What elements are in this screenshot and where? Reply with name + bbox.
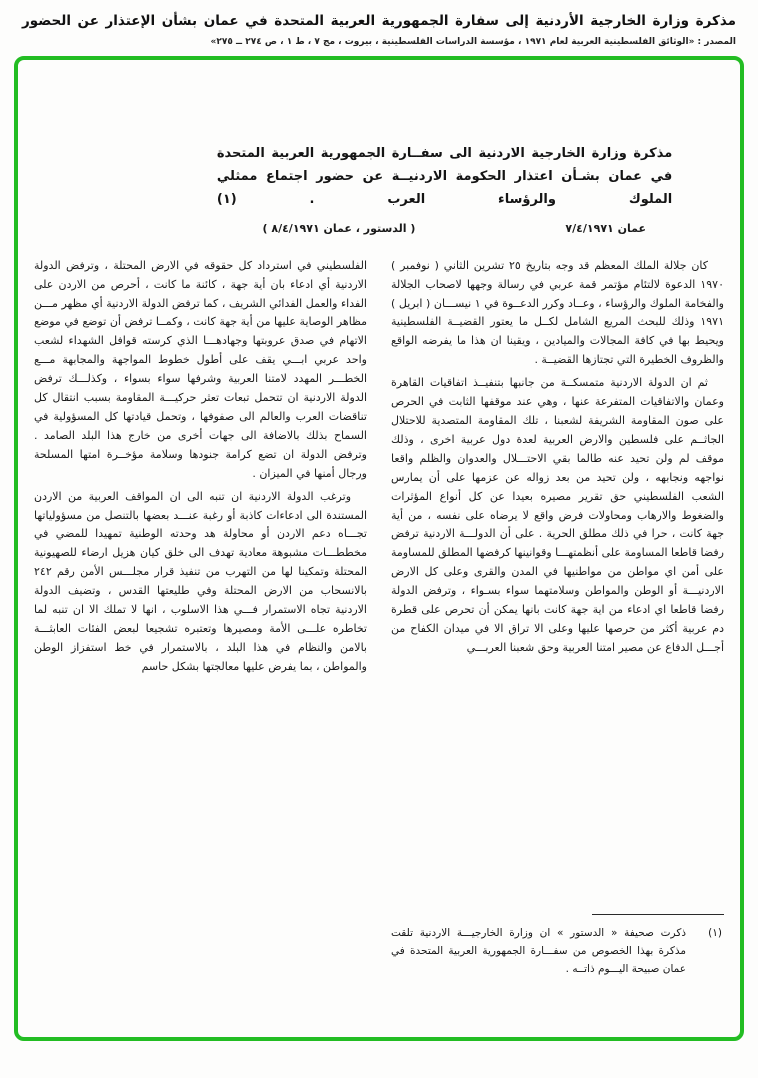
column-right — [391, 257, 724, 983]
dateline-place-date: عمان ٧/٤/١٩٧١ — [565, 221, 646, 235]
paragraph-1: كان جلالة الملك المعظم قد وجه بتاريخ ٢٥ تشرين الثاني ( نوفمبر ) ١٩٧٠ الدعوة لالتئام مؤتمر قمة عربي في رسالة وجهها لاصحاب الجلالة والفخامة الملوك والرؤساء ، وعــاد وكرر الدعــوة في ١ نيســـان ( ابريل ) ١٩٧١ وذلك للبحث المريع الشامل لكــل ما يعتور القضيــة الفلسطينية ويحيط بها في كافة المجالات والميادين ، ويقينا ان هذا ما يفرضه الواقع والظروف الخطيرة التي تجتازها القضيــة . — [391, 258, 724, 367]
footnote-body: ذكرت صحيفة « الدستور » ان وزارة الخارجيـــة الاردنية تلقت مذكرة بهذا الخصوص من سفـــارة الجمهورية العربية المتحدة في عمان صبيحة اليـــوم ذاتــه . — [391, 926, 686, 976]
document-frame — [14, 56, 744, 1041]
column-left — [34, 257, 367, 983]
page-header-title: مذكرة وزارة الخارجية الأردنية إلى سفارة الجمهورية العربية المتحدة في عمان بشأن الإعتذار عن الحضور — [22, 13, 736, 29]
footnote-text — [391, 924, 724, 979]
document-title: مذكرة وزارة الخارجية الاردنية الى سفــارة الجمهورية العربية المتحدة في عمان بشـأن اعتذار الحكومة الاردنيــة عن حضور اجتماع ممثلي الملوك والرؤساء العرب . (١) — [216, 145, 673, 208]
document-body — [34, 257, 724, 983]
dateline — [34, 222, 724, 235]
page-header — [0, 0, 758, 47]
dateline-publication: ( الدستور ، عمان ٨/٤/١٩٧١ ) — [262, 221, 416, 235]
footnote-marker: (١) — [708, 926, 722, 939]
footnote — [391, 914, 724, 983]
paragraph-4: وترغب الدولة الاردنية ان تنبه الى ان المواقف العربية من الاردن المستندة الى ادعاءات كاذبة أو رغبة عنـــد بعضها بالتنصل من مسؤولياتها تجـــاه دعم الاردن أو محاولة هد وحدته الوطنية تمهيدا للمضي في مخططـــات مشبوهة معادية تهدف الى خلق كيان هزيل ارضاء للصهيونية المحتلة وتمكينا لها من التهرب من تنفيذ قرار مجلـــس الأمن رقم ٢٤٢ بالانسحاب من الارض المحتلة وفي طليعتها القدس ، وتضيف الدولة الاردنية تجاه الاستمرار فـــي هذا الاسلوب ، انها لا تملك الا ان تنبه لما تخاطره علـــى الأمة ومصيرها وتعتبره تشجيعا لبعض الفئات العابثـــة بالامن والنظام في هذا البلد ، بالاستمرار في خط استفزاز الوطن والمواطن ، بما يفرض عليها معالجتها بشكل حاسم — [34, 489, 367, 673]
paragraph-3: الفلسطيني في استرداد كل حقوقه في الارض المحتلة ، وترفض الدولة الاردنية أي ادعاء بان أية جهة ، كائنة ما كانت ، أحرص من الاردن على الفداء والعمل الفدائي الشريف ، كما ترفض الدولة الاردنية أي مظهر مـــن مظاهر الوصاية عليها من أية جهة كانت ، وكمــا ترفض أن توضع في موضع الاتهام في صدق عروبتها وجهادهـــا الذي كرسته قوافل الشهداء لشعب واحد عربي ابـــي يقف على أطول خطوط المواجهة والمجابهة مـــع الخطـــر المهدد لامتنا العربية وشرفها سواء بسواء ، وكذلـــك ترفض الدولة الاردنية ان تتحمل تبعات تعثر حركيـــة المقاومة بسبب انتقال كل تناقضات العرب والعالم الى صفوفها ، وتحمل قيادتها كل المسؤولية في السماح بذلك بالاضافة الى جهات أخرى من خارج هذا البلد الصامد . وترفض الدولة ان تضع كرامة جنودها وسلامة مؤخــرة امتها المسلحة ورجال أمنها في الميزان . — [34, 258, 367, 480]
footnote-separator — [592, 914, 724, 915]
paragraph-2: ثم ان الدولة الاردنية متمسكــة من جانبها بتنفيــذ اتفاقيات القاهرة وعمان والاتفاقيات المتفرعة عنها ، وهي عند موقفها الثابت في الحرص على صون المقاومة الشريفة لشعبنا ، تلك المقاومة المتصدية للاحتلال الجاثــم على فلسطين والارض العربية لعدة دول عربية اخرى ، وذلك موقف لم ولن تحيد عنه طالما بقي الاحتـــلال والعدوان والظلم واقعا نواجهه ونجابهه ، ولن تحيد من بعد زواله عن عزمها على أن يمارس الشعب الفلسطيني حق تقرير مصيره بعيدا عن كل أنواع المؤثرات والضغوط والارهاب ومحاولات فرض واقع لا يرضاه على نفسه ، من أية جهة كانت ، حرا في ذلك مطلق الحرية . على أن الدولـــة الاردنية ترفض رفضا قاطعا المساومة على أنظمتهـــا وقوانينها كرفضها المطلق للمساومة على أمن اي مواطن من مواطنيها في المدن والقرى وعلى كل الارض الاردنيـــة أو الوطن والمواطن وسلامتهما سواء بسـواء ، وترفض الدولة رفضا قاطعا اي ادعاء من اية جهة كانت بانها يمكن أن تحرص على قطرة دم عربية أكثر من حرصها عليها وعلى الا تراق الا في ميدان الكفاح من أجـــل الدفاع عن مصير امتنا العربية وحق شعبنا العربـــي — [391, 376, 724, 654]
source-line: المصدر : «الوثائق الفلسطينية العربية لعام ١٩٧١ ، مؤسسة الدراسات الفلسطينية ، بيروت ، مج ٧ ، ط ١ ، ص ٢٧٤ ــ ٢٧٥» — [210, 36, 736, 47]
